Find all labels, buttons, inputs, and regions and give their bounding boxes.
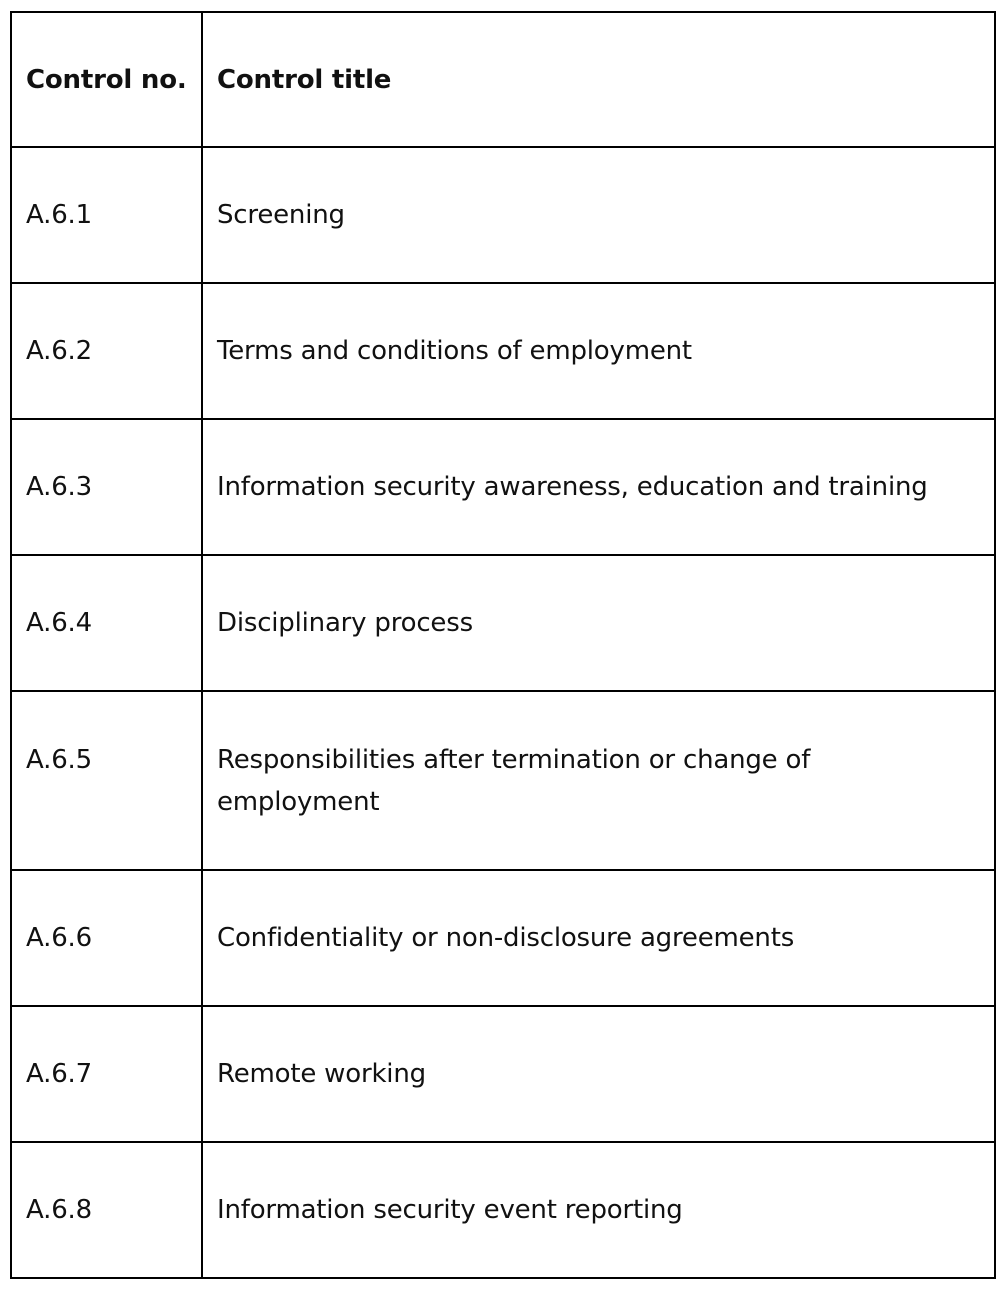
control-title-cell: Screening [202,147,995,283]
controls-table [10,11,996,1279]
control-title-cell: Responsibilities after termination or change of employment [202,691,995,870]
table-row [11,419,995,555]
control-no-cell: A.6.7 [11,1006,202,1142]
control-title-cell: Disciplinary process [202,555,995,691]
table-row [11,1142,995,1278]
control-no-cell: A.6.4 [11,555,202,691]
table-row [11,283,995,419]
control-no-cell: A.6.2 [11,283,202,419]
control-title-cell: Confidentiality or non-disclosure agreements [202,870,995,1006]
control-no-cell: A.6.5 [11,691,202,870]
control-title-cell: Remote working [202,1006,995,1142]
table-row [11,147,995,283]
table-row [11,1006,995,1142]
header-control-title: Control title [202,12,995,147]
control-no-cell: A.6.3 [11,419,202,555]
control-no-cell: A.6.6 [11,870,202,1006]
table-header-row [11,12,995,147]
control-title-cell: Information security event reporting [202,1142,995,1278]
control-title-cell: Information security awareness, education and training [202,419,995,555]
header-control-no: Control no. [11,12,202,147]
control-no-cell: A.6.1 [11,147,202,283]
table-row [11,691,995,870]
table-row [11,555,995,691]
control-no-cell: A.6.8 [11,1142,202,1278]
control-title-cell: Terms and conditions of employment [202,283,995,419]
table-row [11,870,995,1006]
